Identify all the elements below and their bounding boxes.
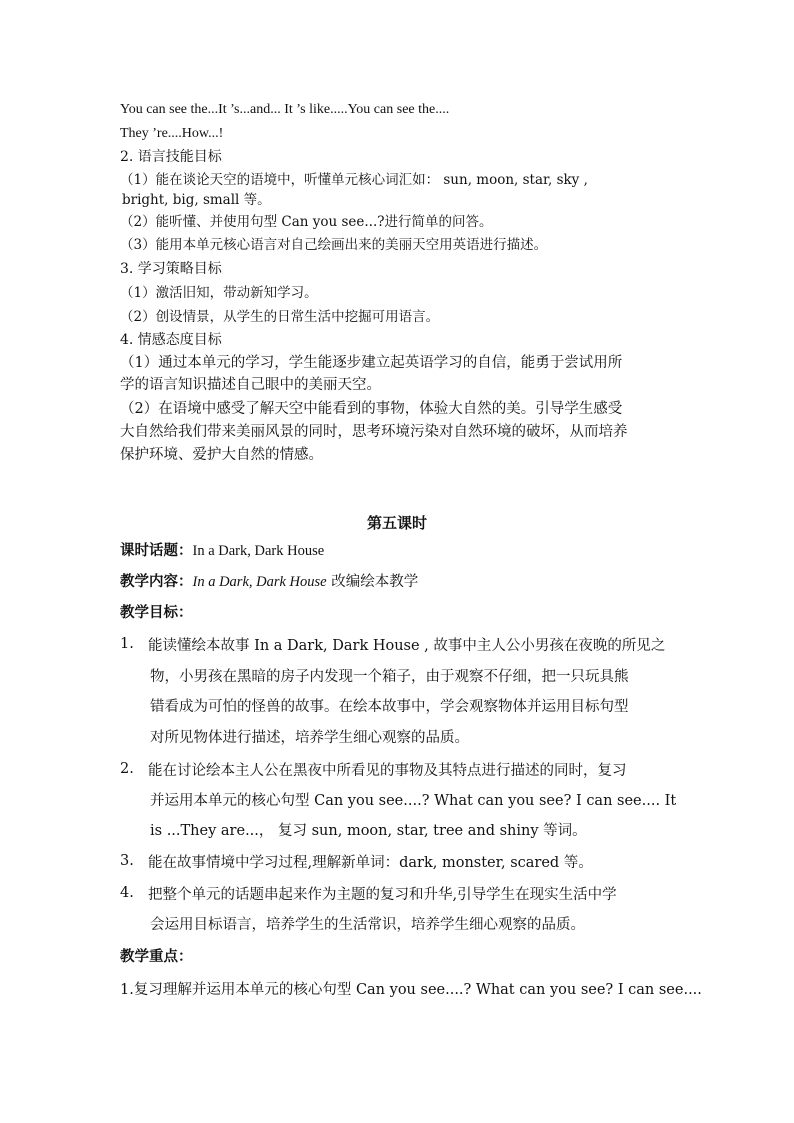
key-point-1: 1.复习理解并运用本单元的核心句型 Can you see....? What can you see? I can see....	[120, 982, 702, 998]
sentence-pattern-line-1: You can see the...It ’s...and... It ’s like.....You can see the....	[120, 102, 450, 117]
lesson-title: 第五课时	[366, 514, 427, 532]
goal-2-line-1: 能在讨论绘本主人公在黑夜中所看见的事物及其特点进行描述的同时，复习	[148, 763, 627, 779]
section-3-item-2: （2）创设情景，从学生的日常生活中挖掘可用语言。	[120, 309, 440, 325]
goal-1-number: 1.	[120, 636, 134, 652]
section-2-heading: 2. 语言技能目标	[120, 149, 222, 165]
lesson-topic-value: In a Dark, Dark House	[192, 543, 325, 559]
goal-3-number: 3.	[120, 853, 134, 869]
section-4-item-1-line-1: （1）通过本单元的学习，学生能逐步建立起英语学习的自信，能勇于尝试用所	[120, 355, 623, 371]
section-4-item-1-line-2: 学的语言知识描述自己眼中的美丽天空。	[120, 377, 381, 393]
lesson-content-label: 教学内容：	[120, 573, 193, 590]
sentence-pattern-line-2: They ’re....How...!	[120, 126, 224, 141]
goal-1-line-2: 物，小男孩在黑暗的房子内发现一个箱子，由于观察不仔细，把一只玩具熊	[150, 669, 629, 685]
section-2-item-3: （3）能用本单元核心语言对自己绘画出来的美丽天空用英语进行描述。	[120, 237, 548, 253]
section-3-heading: 3. 学习策略目标	[120, 261, 222, 277]
goal-4-number: 4.	[120, 885, 134, 901]
goal-1-line-1: 能读懂绘本故事 In a Dark, Dark House , 故事中主人公小男孩在夜晚的所见之	[148, 638, 666, 654]
goal-2-line-2: 并运用本单元的核心句型 Can you see....? What can you see? I can see.... It	[150, 793, 677, 809]
section-4-heading: 4. 情感态度目标	[120, 332, 222, 348]
section-4-item-2-line-2: 大自然给我们带来美丽风景的同时，思考环境污染对自然环境的破坏，从而培养	[120, 424, 628, 440]
section-2-item-1-line-2: bright, big, small 等。	[122, 192, 271, 208]
goal-2-line-3: is ...They are...， 复习 sun, moon, star, tree and shiny 等词。	[150, 823, 587, 839]
section-3-item-1: （1）激活旧知，带动新知学习。	[120, 285, 318, 301]
goal-3-line-1: 能在故事情境中学习过程,理解新单词：dark, monster, scared 等。	[148, 855, 593, 871]
key-points-label: 教学重点：	[120, 948, 193, 965]
goal-1-line-3: 错看成为可怕的怪兽的故事。在绘本故事中，学会观察物体并运用目标句型	[150, 699, 629, 715]
section-4-item-2-line-3: 保护环境、爱护大自然的情感。	[120, 447, 323, 463]
lesson-topic-label: 课时话题：	[120, 542, 193, 559]
goal-4-line-1: 把整个单元的话题串起来作为主题的复习和升华,引导学生在现实生活中学	[148, 887, 617, 903]
goal-1-line-4: 对所见物体进行描述，培养学生细心观察的品质。	[150, 730, 469, 746]
lesson-topic	[120, 541, 324, 561]
lesson-content-book-title: In a Dark, Dark House	[192, 574, 327, 590]
lesson-content-rest: 改编绘本教学	[326, 574, 419, 590]
section-4-item-2-line-1: （2）在语境中感受了解天空中能看到的事物，体验大自然的美。引导学生感受	[120, 401, 623, 417]
goals-label: 教学目标：	[120, 604, 193, 621]
lesson-content	[120, 572, 418, 592]
goal-2-number: 2.	[120, 761, 134, 777]
section-2-item-1-line-1: （1）能在谈论天空的语境中，听懂单元核心词汇如： sun, moon, star, sky ,	[120, 172, 588, 188]
goal-4-line-2: 会运用目标语言，培养学生的生活常识，培养学生细心观察的品质。	[150, 917, 585, 933]
section-2-item-2: （2）能听懂、并使用句型 Can you see...?进行简单的问答。	[120, 214, 493, 230]
